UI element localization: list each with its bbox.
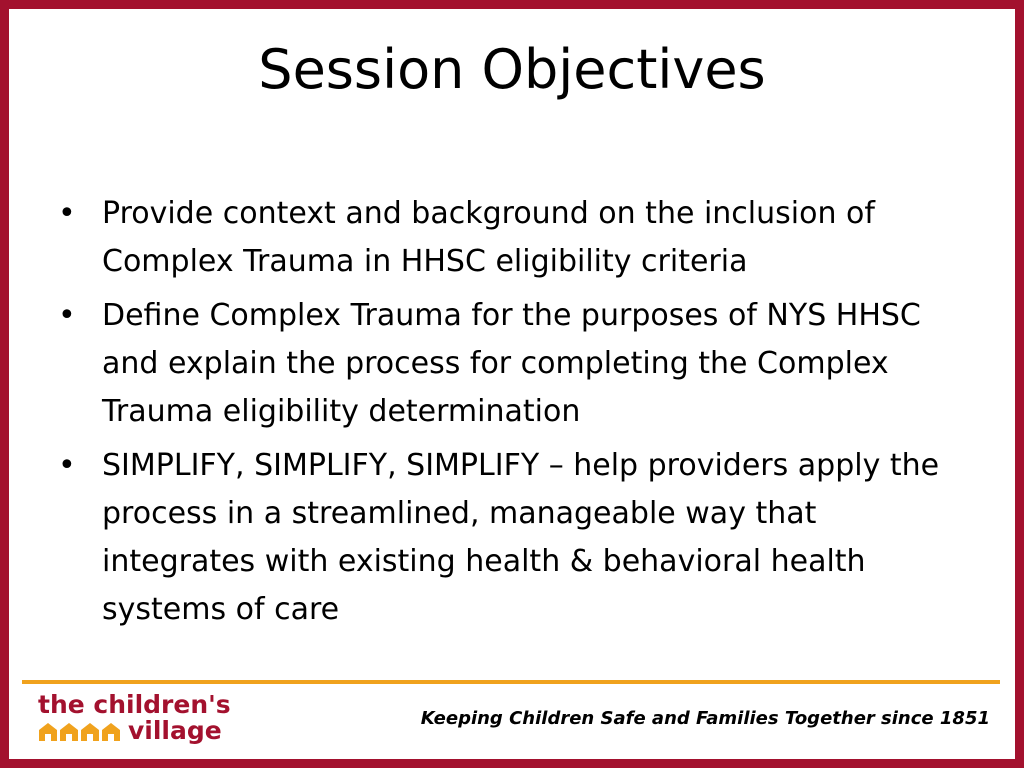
bullet-item [58, 190, 958, 286]
footer-divider [22, 680, 1000, 684]
houses-icon [38, 720, 124, 742]
slide-title: Session Objectives [258, 38, 766, 101]
bullet-marker: • [58, 298, 76, 333]
bullet-item [58, 292, 958, 436]
footer-tagline: Keeping Children Safe and Families Together since 1851 [420, 708, 990, 729]
logo-text-line2: village [128, 716, 222, 745]
bullet-marker: • [58, 448, 76, 483]
childrens-village-logo [38, 690, 231, 745]
bullet-item [58, 442, 958, 634]
bullet-text: Define Complex Trauma for the purposes of NYS HHSC and explain the process for completing the Complex Trauma eligibility determination [102, 298, 921, 429]
logo-text-line1: the children's [38, 690, 231, 719]
bullet-text: SIMPLIFY, SIMPLIFY, SIMPLIFY – help providers apply the process in a streamlined, manageable way that integrates with existing health & behavioral health systems of care [102, 448, 940, 627]
bullet-list [58, 190, 958, 640]
bullet-text: Provide context and background on the inclusion of Complex Trauma in HHSC eligibility criteria [102, 196, 875, 279]
bullet-marker: • [58, 196, 76, 231]
